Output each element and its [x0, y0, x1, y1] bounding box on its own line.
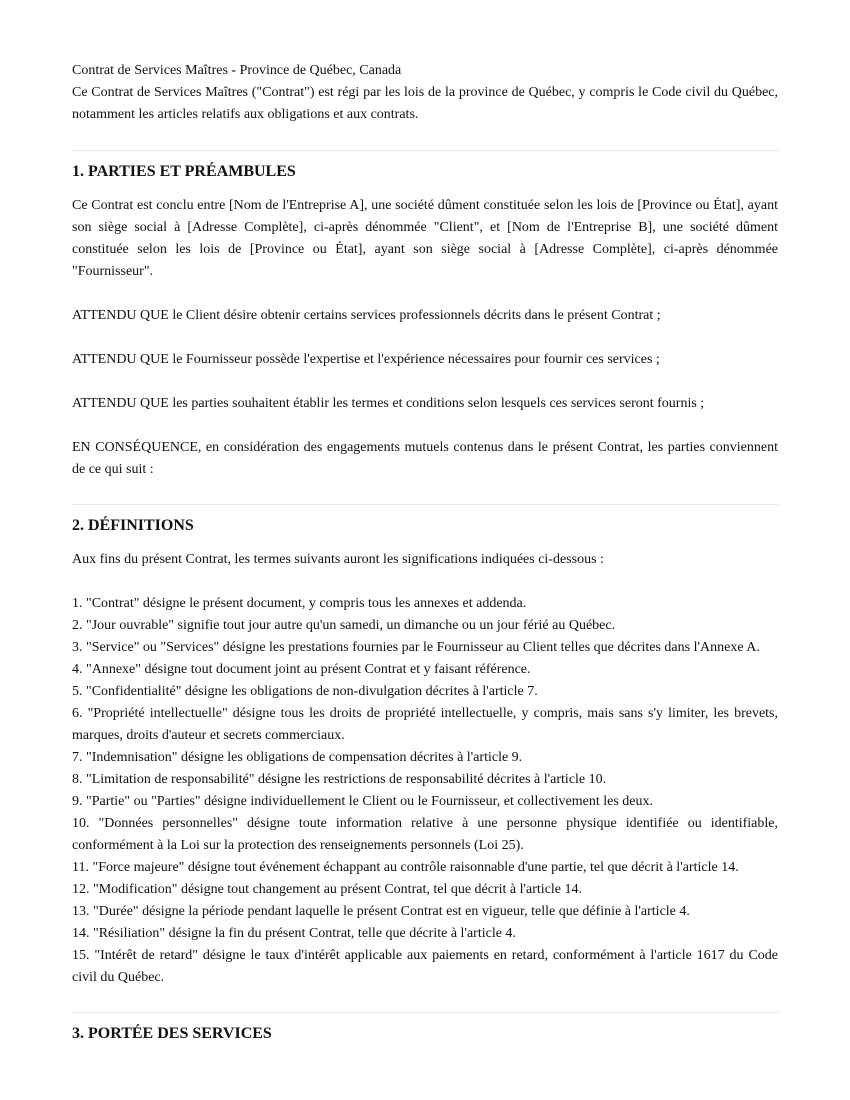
- list-item: 4. "Annexe" désigne tout document joint au présent Contrat et y faisant référence.: [72, 662, 531, 677]
- list-item: 14. "Résiliation" désigne la fin du présent Contrat, telle que décrite à l'article 4.: [72, 926, 516, 941]
- section-heading: 3. PORTÉE DES SERVICES: [72, 1025, 272, 1042]
- section-divider: [72, 504, 778, 505]
- section-scope: [72, 1023, 778, 1045]
- whereas-clause: ATTENDU QUE le Client désire obtenir certains services professionnels décrits dans le présent Contrat ;: [72, 308, 661, 323]
- whereas-clause: ATTENDU QUE le Fournisseur possède l'expertise et l'expérience nécessaires pour fournir ces services ;: [72, 352, 660, 367]
- list-item: 2. "Jour ouvrable" signifie tout jour autre qu'un samedi, un dimanche ou un jour férié au Québec.: [72, 618, 616, 633]
- list-item: 7. "Indemnisation" désigne les obligations de compensation décrites à l'article 9.: [72, 750, 523, 765]
- document-title: Contrat de Services Maîtres - Province de Québec, Canada: [72, 63, 402, 78]
- definitions-list: [72, 593, 778, 989]
- list-item: 8. "Limitation de responsabilité" désigne les restrictions de responsabilité décrites à l'article 10.: [72, 772, 607, 787]
- definitions-lead: Aux fins du présent Contrat, les termes suivants auront les significations indiquées ci-dessous :: [72, 552, 604, 567]
- section-heading: 1. PARTIES ET PRÉAMBULES: [72, 163, 296, 180]
- list-item: 5. "Confidentialité" désigne les obligations de non-divulgation décrites à l'article 7.: [72, 684, 538, 699]
- parties-paragraph: Ce Contrat est conclu entre [Nom de l'Entreprise A], une société dûment constituée selon les lois de [Province ou État], ayant son siège social à [Adresse Complète], ci-après dénommée "Client", et [Nom de l'Entreprise B], une société dûment constituée selon les lois de [Province ou État], ayant son siège social à [Adresse Complète], ci-après dénommée "Fournisseur".: [72, 198, 778, 279]
- list-item: 1. "Contrat" désigne le présent document, y compris tous les annexes et addenda.: [72, 596, 527, 611]
- whereas-clause: ATTENDU QUE les parties souhaitent établir les termes et conditions selon lesquels ces services seront fournis ;: [72, 396, 705, 411]
- section-divider: [72, 1012, 778, 1013]
- list-item: 11. "Force majeure" désigne tout événement échappant au contrôle raisonnable d'une partie, tel que décrit à l'article 14.: [72, 860, 739, 875]
- consequence-clause: EN CONSÉQUENCE, en considération des engagements mutuels contenus dans le présent Contrat, les parties conviennent de ce qui suit :: [72, 440, 778, 477]
- list-item: 9. "Partie" ou "Parties" désigne individuellement le Client ou le Fournisseur, et collectivement les deux.: [72, 794, 654, 809]
- section-parties: [72, 161, 778, 504]
- list-item: 15. "Intérêt de retard" désigne le taux d'intérêt applicable aux paiements en retard, conformément à l'article 1617 du Code civil du Québec.: [72, 948, 778, 985]
- list-item: 3. "Service" ou "Services" désigne les prestations fournies par le Fournisseur au Client telles que décrites dans l'Annexe A.: [72, 640, 760, 655]
- list-item: 10. "Données personnelles" désigne toute information relative à une personne physique identifiée ou identifiable, conformément à la Loi sur la protection des renseignements personnels (Loi 25).: [72, 816, 778, 853]
- list-item: 6. "Propriété intellectuelle" désigne tous les droits de propriété intellectuelle, y compris, mais sans s'y limiter, les brevets, marques, droits d'auteur et secrets commerciaux.: [72, 706, 778, 743]
- list-item: 12. "Modification" désigne tout changement au présent Contrat, tel que décrit à l'article 14.: [72, 882, 583, 897]
- list-item: 13. "Durée" désigne la période pendant laquelle le présent Contrat est en vigueur, telle que définie à l'article 4.: [72, 904, 690, 919]
- section-divider: [72, 150, 778, 151]
- section-definitions: [72, 515, 778, 1012]
- section-heading: 2. DÉFINITIONS: [72, 517, 194, 534]
- intro-paragraph: Ce Contrat de Services Maîtres ("Contrat") est régi par les lois de la province de Québec, y compris le Code civil du Québec, notamment les articles relatifs aux obligations et aux contrats.: [72, 85, 778, 122]
